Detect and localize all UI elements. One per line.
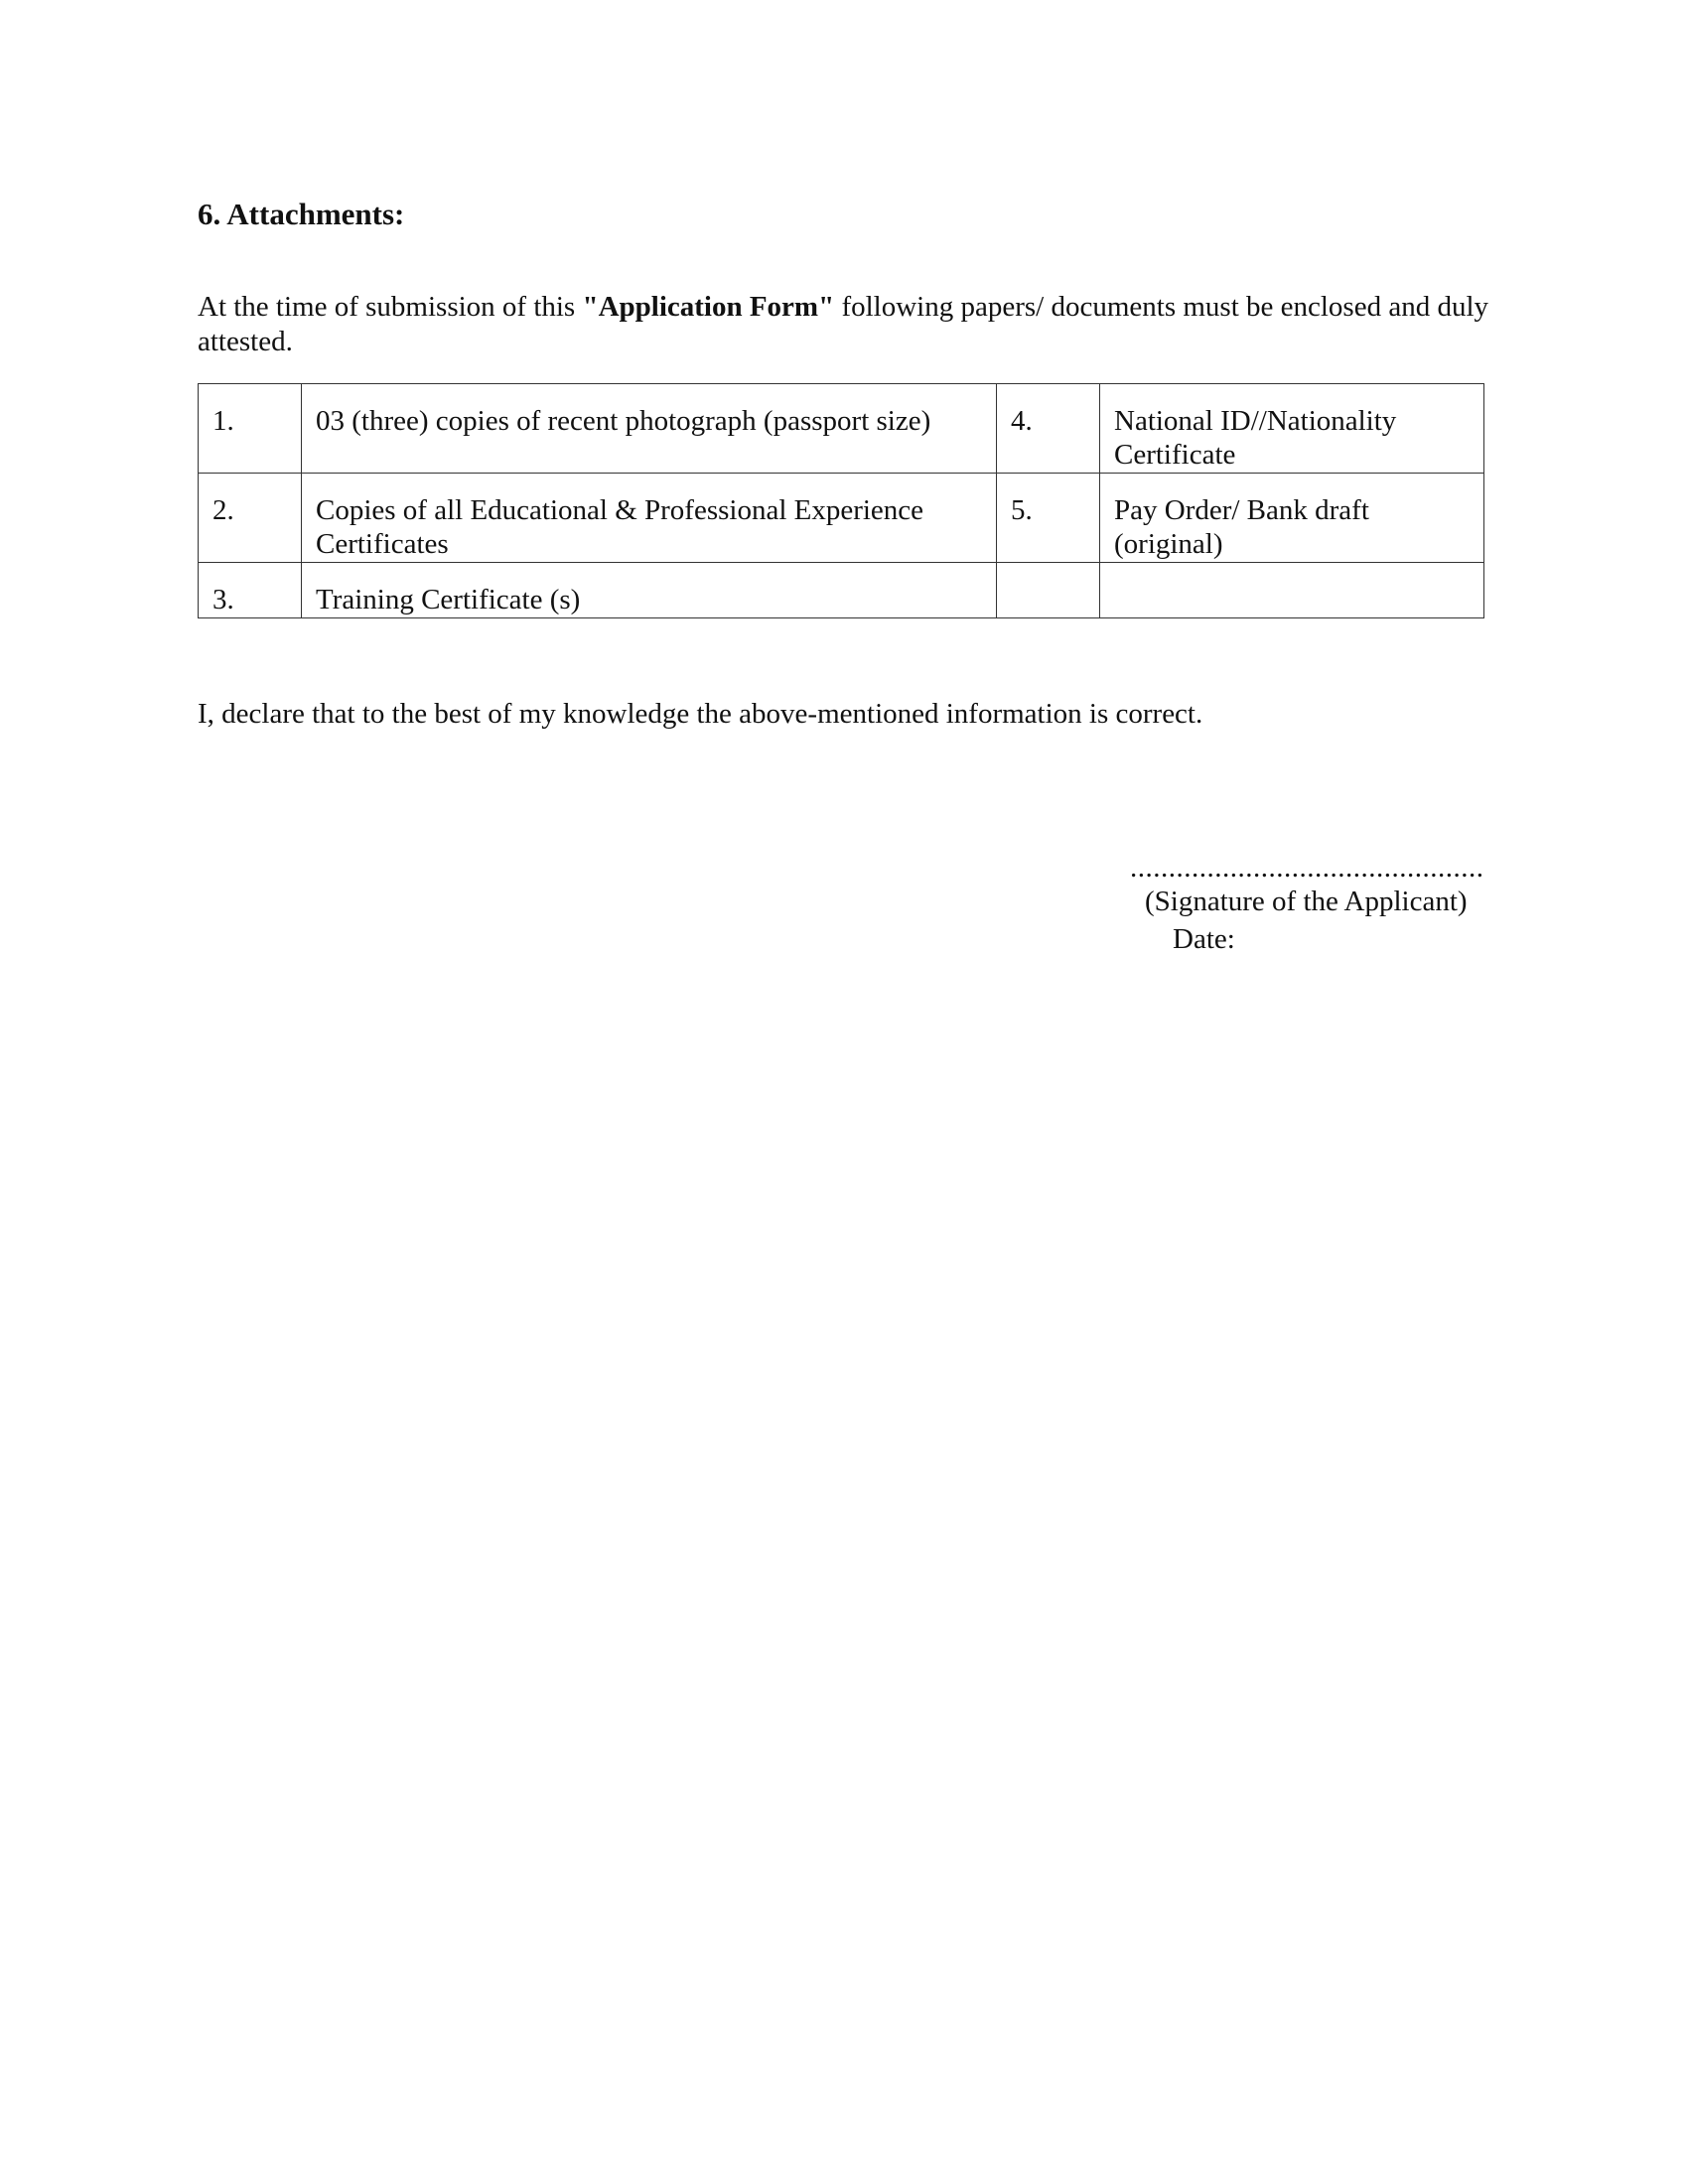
intro-paragraph: [198, 290, 1508, 359]
item-description: Pay Order/ Bank draft (original): [1100, 474, 1484, 563]
item-number: [997, 563, 1100, 618]
item-description: 03 (three) copies of recent photograph (passport size): [302, 384, 997, 474]
signature-line: ..............................................: [1130, 852, 1484, 884]
table-row: [199, 563, 1484, 618]
item-number: 1.: [199, 384, 302, 474]
item-description: [1100, 563, 1484, 618]
declaration-statement: I, declare that to the best of my knowledge the above-mentioned information is correct.: [198, 698, 1203, 730]
item-number: 2.: [199, 474, 302, 563]
table-row: [199, 384, 1484, 474]
attachments-table: [198, 383, 1484, 618]
table-row: [199, 474, 1484, 563]
item-description: Training Certificate (s): [302, 563, 997, 618]
item-number: 4.: [997, 384, 1100, 474]
signature-label: (Signature of the Applicant): [1145, 886, 1468, 917]
item-description: National ID//Nationality Certificate: [1100, 384, 1484, 474]
item-number: 5.: [997, 474, 1100, 563]
intro-form-name: "Application Form": [582, 291, 835, 323]
section-heading: 6. Attachments:: [198, 197, 405, 231]
date-label: Date:: [1173, 923, 1235, 955]
item-description: Copies of all Educational & Professional Experience Certificates: [302, 474, 997, 563]
intro-text-start: At the time of submission of this: [198, 291, 583, 323]
item-number: 3.: [199, 563, 302, 618]
intro-text-end: following papers/ documents must be enclosed and duly attested.: [198, 291, 1489, 357]
